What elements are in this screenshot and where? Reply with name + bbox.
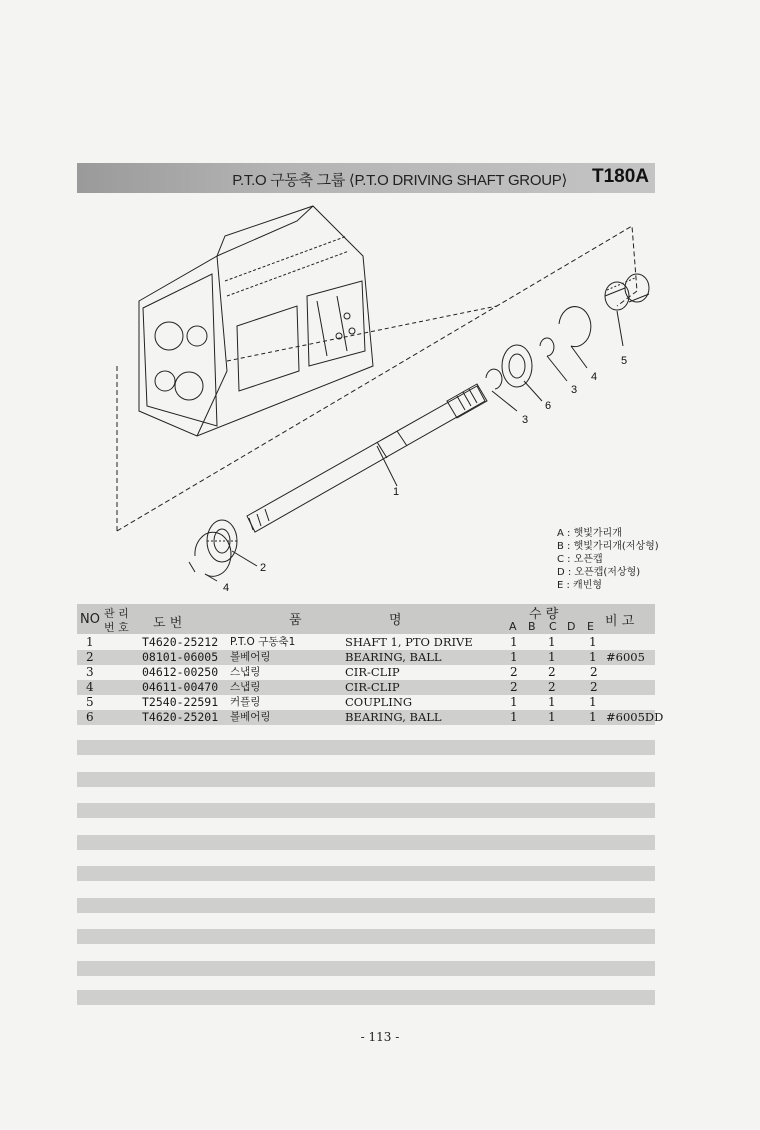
circlip-3b: [540, 338, 554, 356]
header-qty-d: D: [567, 620, 576, 633]
callout-3a: 3: [522, 414, 529, 426]
legend-item: A : 햇빛가리개: [557, 528, 622, 539]
header-qty-c: C: [549, 620, 557, 633]
header-name-left: 품: [289, 613, 302, 628]
empty-table-row: [77, 898, 655, 913]
header-qty-a: A: [509, 620, 517, 633]
header-name-right: 명: [389, 613, 402, 628]
circlip-4: [559, 307, 591, 347]
table-row: 1 T4620-25212 P.T.O 구동축1 SHAFT 1, PTO DRIVE 1 1 1: [86, 635, 597, 649]
header-qty: 수 량: [529, 607, 559, 622]
legend-item: E : 캐빈형: [557, 580, 603, 591]
section-title: P.T.O 구동축 그룹 ⟨P.T.O DRIVING SHAFT GROUP⟩: [232, 172, 567, 189]
callout-5: 5: [621, 355, 628, 367]
transmission-housing: [139, 206, 373, 436]
header-no: NO: [80, 612, 100, 627]
empty-table-row: [77, 803, 655, 818]
section-title-bar: [77, 163, 655, 193]
header-remarks: 비 고: [605, 614, 635, 629]
empty-table-row: [77, 929, 655, 944]
callout-4a: 4: [223, 582, 230, 594]
empty-table-row: [77, 866, 655, 881]
callout-3b: 3: [571, 384, 578, 396]
table-row: 5 T2540-22591 커플링 COUPLING 1 1 1: [86, 695, 597, 709]
coupling: [605, 274, 649, 310]
table-row: 3 04612-00250 스냅링 CIR-CLIP 2 2 2: [86, 665, 598, 679]
table-row: 2 08101-06005 볼베어링 BEARING, BALL 1 1 1 #6005: [77, 650, 655, 665]
circlip-3a: [486, 369, 502, 389]
bearing-left: [207, 520, 237, 562]
model-code: T180A: [591, 166, 649, 187]
empty-table-row: [77, 990, 655, 1005]
parts-table-header: [77, 604, 655, 634]
empty-table-row: [77, 961, 655, 976]
header-mgmt-top: 관 리: [104, 607, 129, 620]
empty-table-row: [77, 772, 655, 787]
callout-1: 1: [393, 486, 400, 498]
header-qty-e: E: [587, 620, 594, 633]
circlip-left: [195, 532, 231, 576]
header-mgmt-bottom: 번 호: [104, 621, 129, 634]
callout-2: 2: [260, 562, 267, 574]
bearing-right: [502, 345, 532, 387]
variant-legend: [557, 527, 659, 592]
empty-table-row: [77, 740, 655, 755]
legend-item: C : 오픈캡: [557, 554, 603, 565]
callout-6: 6: [545, 400, 552, 412]
empty-table-row: [77, 835, 655, 850]
pto-drive-shaft: [247, 384, 487, 532]
table-row: 6 T4620-25201 볼베어링 BEARING, BALL 1 1 1 #6005DD: [77, 710, 655, 725]
legend-item: D : 오픈캡(저상형): [557, 567, 641, 578]
header-drawing-no: 도 번: [153, 616, 183, 631]
table-row: 4 04611-00470 스냅링 CIR-CLIP 2 2 2: [77, 680, 655, 695]
header-qty-b: B: [528, 620, 536, 633]
page-number: - 113 -: [360, 1030, 400, 1044]
callout-4b: 4: [591, 371, 598, 383]
legend-item: B : 햇빛가리개(저상형): [557, 541, 659, 552]
